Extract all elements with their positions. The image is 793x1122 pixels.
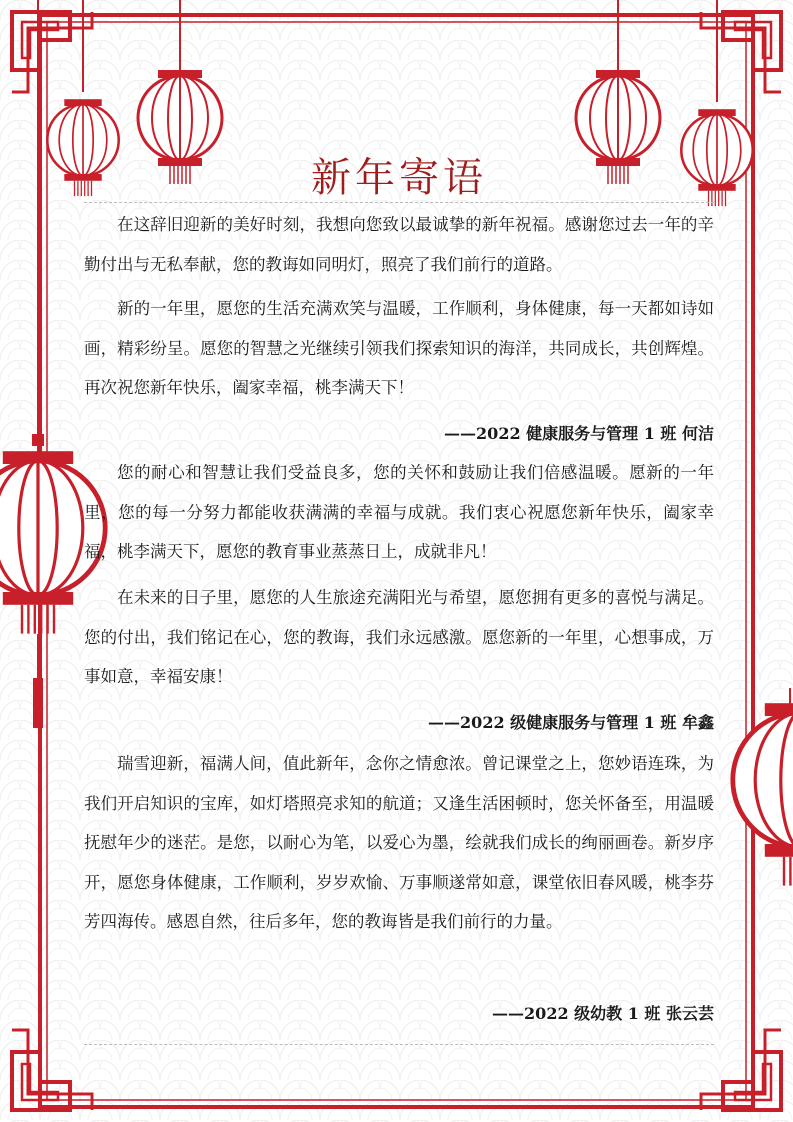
paragraph-4: 在未来的日子里，愿您的人生旅途充满阳光与希望，愿您拥有更多的喜悦与满足。您的付出，我们铭记在心，您的教诲，我们永远感激。愿您新的一年里，心想事成，万事如意，幸福安康！ — [84, 588, 714, 686]
signature-3: ——2022 级幼教 1 班 张云芸 — [492, 1004, 714, 1023]
paragraph-2: 新的一年里，愿您的生活充满欢笑与温暖，工作顺利，身体健康，每一天都如诗如画，精彩纷呈。愿您的智慧之光继续引领我们探索知识的海洋，共同成长，共创辉煌。再次祝您新年快乐，阖家幸福，桃李满天下！ — [84, 299, 714, 397]
paragraph-5: 瑞雪迎新，福满人间，值此新年，念你之情愈浓。曾记课堂之上，您妙语连珠，为我们开启知识的宝库，如灯塔照亮求知的航道；又逢生活困顿时，您关怀备至，用温暖抚慰年少的迷茫。是您，以耐心为笔，以爱心为墨，绘就我们成长的绚丽画卷。新岁序开，愿您身体健康，工作顺利，岁岁欢愉、万事顺遂常如意，课堂依旧春风暖，桃李芬芳四海传。感恩自然，往后多年，您的教诲皆是我们前行的力量。 — [84, 754, 714, 931]
signature-1: ——2022 健康服务与管理 1 班 何洁 — [444, 424, 714, 443]
page-title: 新年寄语 — [311, 155, 487, 201]
bottom-divider — [84, 1044, 714, 1045]
paragraph-3: 您的耐心和智慧让我们受益良多，您的关怀和鼓励让我们倍感温暖。愿新的一年里，您的每一分努力都能收获满满的幸福与成就。我们衷心祝愿您新年快乐，阖家幸福，桃李满天下，愿您的教育事业蒸蒸日上，成就非凡！ — [84, 463, 714, 561]
signature-2: ——2022 级健康服务与管理 1 班 牟鑫 — [428, 713, 714, 732]
paragraph-1: 在这辞旧迎新的美好时刻，我想向您致以最诚挚的新年祝福。感谢您过去一年的辛勤付出与无私奉献，您的教诲如同明灯，照亮了我们前行的道路。 — [84, 215, 714, 274]
title-divider — [84, 202, 714, 203]
